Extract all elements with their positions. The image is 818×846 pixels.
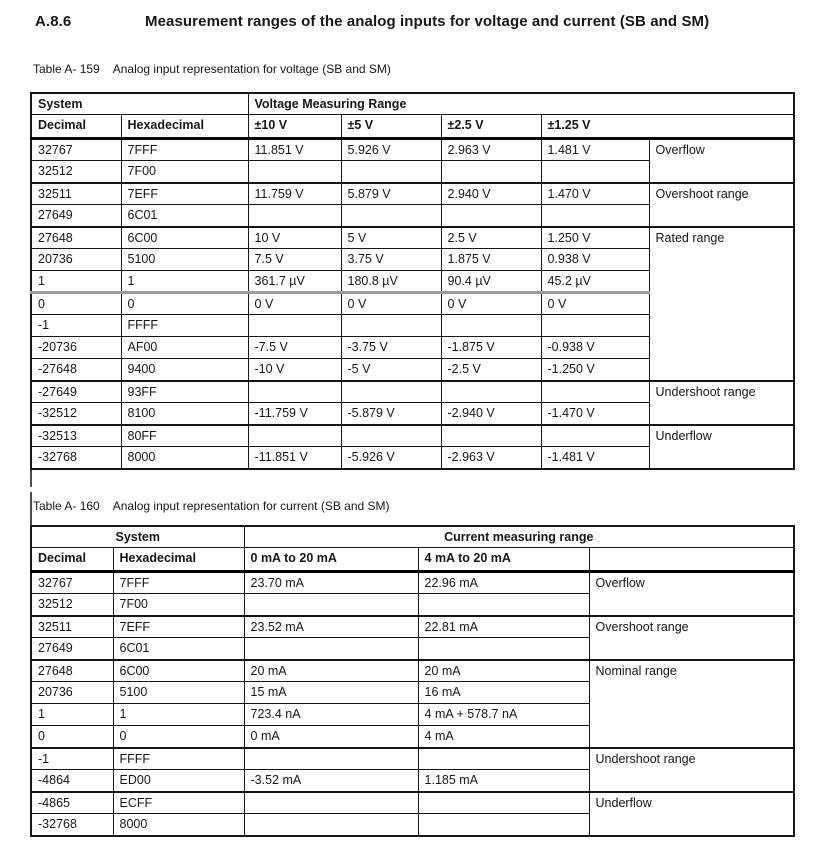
header-empty: [589, 548, 794, 572]
cell-value: 23.70 mA: [244, 572, 418, 594]
cell-value: 1.875 V: [441, 249, 541, 271]
cell-decimal: 0: [31, 293, 121, 315]
cell-hexadecimal: 93FF: [121, 381, 248, 403]
cell-range-label: Undershoot range: [649, 381, 794, 425]
cell-value: [341, 205, 441, 227]
cell-value: 2.940 V: [441, 183, 541, 205]
header-measuring-range: Current measuring range: [244, 526, 794, 548]
cell-decimal: 1: [31, 704, 113, 726]
cell-hexadecimal: 7FFF: [121, 139, 248, 161]
cell-value: 20 mA: [418, 660, 589, 682]
table-row: [31, 572, 794, 594]
cell-hexadecimal: 1: [121, 271, 248, 293]
cell-value: 1.185 mA: [418, 770, 589, 792]
current-table-caption-label: Table A- 160: [33, 499, 100, 513]
cell-value: [244, 638, 418, 660]
table-row: [31, 425, 794, 447]
cell-hexadecimal: ECFF: [113, 792, 244, 814]
cell-decimal: 27649: [31, 638, 113, 660]
cell-hexadecimal: FFFF: [121, 315, 248, 337]
cell-value: [248, 425, 341, 447]
page-border-artifact: [30, 470, 32, 487]
cell-decimal: 0: [31, 726, 113, 748]
cell-value: 16 mA: [418, 682, 589, 704]
cell-value: [418, 638, 589, 660]
cell-value: 11.851 V: [248, 139, 341, 161]
header-system: System: [31, 526, 244, 548]
cell-range-label: Underflow: [649, 425, 794, 469]
cell-hexadecimal: 7EFF: [113, 616, 244, 638]
cell-value: 0 V: [541, 293, 649, 315]
cell-decimal: -4864: [31, 770, 113, 792]
cell-range-label: Overshoot range: [589, 616, 794, 660]
cell-value: -5 V: [341, 359, 441, 381]
cell-value: 1.481 V: [541, 139, 649, 161]
table-row: [31, 183, 794, 205]
cell-hexadecimal: ED00: [113, 770, 244, 792]
cell-hexadecimal: 0: [121, 293, 248, 315]
cell-decimal: 27648: [31, 227, 121, 249]
cell-decimal: 1: [31, 271, 121, 293]
cell-value: 2.5 V: [441, 227, 541, 249]
cell-value: 723.4 nA: [244, 704, 418, 726]
header-hexadecimal: Hexadecimal: [121, 115, 248, 139]
cell-hexadecimal: FFFF: [113, 748, 244, 770]
cell-value: -2.940 V: [441, 403, 541, 425]
cell-value: [541, 315, 649, 337]
cell-value: -11.759 V: [248, 403, 341, 425]
voltage-table-caption-text: Analog input representation for voltage (SB and SM): [112, 62, 391, 76]
cell-value: 90.4 µV: [441, 271, 541, 293]
header-range-0: 0 mA to 20 mA: [244, 548, 418, 572]
cell-hexadecimal: 8100: [121, 403, 248, 425]
cell-value: -2.963 V: [441, 447, 541, 469]
cell-hexadecimal: 1: [113, 704, 244, 726]
cell-value: [244, 814, 418, 836]
cell-decimal: 27649: [31, 205, 121, 227]
cell-hexadecimal: 6C01: [121, 205, 248, 227]
cell-value: 0.938 V: [541, 249, 649, 271]
cell-decimal: 32511: [31, 183, 121, 205]
cell-value: -1.875 V: [441, 337, 541, 359]
section-title: Measurement ranges of the analog inputs for voltage and current (SB and SM): [145, 13, 710, 30]
cell-value: 11.759 V: [248, 183, 341, 205]
cell-decimal: 32767: [31, 139, 121, 161]
cell-value: 3.75 V: [341, 249, 441, 271]
cell-value: [441, 161, 541, 183]
cell-value: [441, 425, 541, 447]
cell-decimal: 27648: [31, 660, 113, 682]
cell-value: -3.52 mA: [244, 770, 418, 792]
cell-hexadecimal: 7F00: [121, 161, 248, 183]
table-header-row: [31, 93, 794, 115]
cell-value: [341, 425, 441, 447]
cell-decimal: 32512: [31, 161, 121, 183]
header-hexadecimal: Hexadecimal: [113, 548, 244, 572]
voltage-table-caption-label: Table A- 159: [33, 62, 100, 76]
cell-value: 2.963 V: [441, 139, 541, 161]
cell-value: 5.926 V: [341, 139, 441, 161]
cell-value: -7.5 V: [248, 337, 341, 359]
cell-value: 22.81 mA: [418, 616, 589, 638]
cell-value: [418, 748, 589, 770]
cell-decimal: -20736: [31, 337, 121, 359]
cell-value: [441, 381, 541, 403]
cell-decimal: 32511: [31, 616, 113, 638]
cell-value: 5.879 V: [341, 183, 441, 205]
cell-value: -0.938 V: [541, 337, 649, 359]
cell-decimal: -1: [31, 748, 113, 770]
cell-value: 23.52 mA: [244, 616, 418, 638]
cell-value: -10 V: [248, 359, 341, 381]
voltage-table-caption: [33, 62, 391, 76]
cell-range-label: Nominal range: [589, 660, 794, 748]
cell-range-label: Undershoot range: [589, 748, 794, 792]
cell-value: [418, 814, 589, 836]
cell-value: 5 V: [341, 227, 441, 249]
table-row: [31, 381, 794, 403]
cell-hexadecimal: 7F00: [113, 594, 244, 616]
cell-hexadecimal: 6C01: [113, 638, 244, 660]
cell-hexadecimal: 8000: [121, 447, 248, 469]
table-row: [31, 792, 794, 814]
table-row: [31, 227, 794, 249]
cell-hexadecimal: 6C00: [121, 227, 248, 249]
cell-hexadecimal: 9400: [121, 359, 248, 381]
cell-range-label: Overflow: [649, 139, 794, 183]
cell-range-label: Overflow: [589, 572, 794, 616]
table-row: [31, 139, 794, 161]
cell-value: 7.5 V: [248, 249, 341, 271]
cell-value: [341, 161, 441, 183]
header-range-3: ±1.25 V: [541, 115, 794, 139]
cell-decimal: -27648: [31, 359, 121, 381]
current-table: [30, 525, 795, 837]
cell-value: [244, 748, 418, 770]
cell-value: [248, 205, 341, 227]
voltage-table: [30, 92, 795, 470]
cell-value: -2.5 V: [441, 359, 541, 381]
cell-value: 0 mA: [244, 726, 418, 748]
cell-value: 15 mA: [244, 682, 418, 704]
cell-decimal: 20736: [31, 249, 121, 271]
cell-decimal: -4865: [31, 792, 113, 814]
cell-value: -11.851 V: [248, 447, 341, 469]
cell-value: [248, 161, 341, 183]
header-decimal: Decimal: [31, 548, 113, 572]
cell-hexadecimal: 80FF: [121, 425, 248, 447]
cell-value: 1.470 V: [541, 183, 649, 205]
header-range-0: ±10 V: [248, 115, 341, 139]
cell-value: 45.2 µV: [541, 271, 649, 293]
cell-value: [244, 594, 418, 616]
cell-value: -5.926 V: [341, 447, 441, 469]
cell-value: -3.75 V: [341, 337, 441, 359]
section-heading: [35, 13, 709, 30]
cell-hexadecimal: AF00: [121, 337, 248, 359]
table-row: [31, 616, 794, 638]
cell-hexadecimal: 5100: [121, 249, 248, 271]
cell-decimal: -1: [31, 315, 121, 337]
cell-value: [341, 315, 441, 337]
cell-decimal: -27649: [31, 381, 121, 403]
header-range-1: ±5 V: [341, 115, 441, 139]
cell-value: 0 V: [441, 293, 541, 315]
cell-hexadecimal: 5100: [113, 682, 244, 704]
cell-hexadecimal: 6C00: [113, 660, 244, 682]
cell-value: [244, 792, 418, 814]
header-range-2: ±2.5 V: [441, 115, 541, 139]
cell-value: [441, 315, 541, 337]
cell-value: [418, 792, 589, 814]
cell-value: 1.250 V: [541, 227, 649, 249]
cell-value: [541, 381, 649, 403]
cell-value: 361.7 µV: [248, 271, 341, 293]
table-header-row: [31, 526, 794, 548]
cell-value: [541, 425, 649, 447]
cell-decimal: -32512: [31, 403, 121, 425]
cell-value: 4 mA + 578.7 nA: [418, 704, 589, 726]
header-range-1: 4 mA to 20 mA: [418, 548, 589, 572]
cell-value: 180.8 µV: [341, 271, 441, 293]
cell-value: [541, 205, 649, 227]
cell-range-label: Underflow: [589, 792, 794, 836]
cell-value: [341, 381, 441, 403]
header-measuring-range: Voltage Measuring Range: [248, 93, 794, 115]
cell-hexadecimal: 8000: [113, 814, 244, 836]
cell-decimal: -32768: [31, 814, 113, 836]
cell-value: 20 mA: [244, 660, 418, 682]
cell-decimal: 32512: [31, 594, 113, 616]
header-decimal: Decimal: [31, 115, 121, 139]
cell-range-label: Overshoot range: [649, 183, 794, 227]
cell-value: -1.481 V: [541, 447, 649, 469]
cell-value: 0 V: [341, 293, 441, 315]
cell-value: -1.470 V: [541, 403, 649, 425]
table-row: [31, 660, 794, 682]
cell-value: [441, 205, 541, 227]
cell-value: [248, 315, 341, 337]
current-table-caption-text: Analog input representation for current (SB and SM): [112, 499, 390, 513]
cell-value: 0 V: [248, 293, 341, 315]
header-system: System: [31, 93, 248, 115]
table-header-row: [31, 548, 794, 572]
cell-value: [418, 594, 589, 616]
cell-hexadecimal: 7EFF: [121, 183, 248, 205]
cell-value: 4 mA: [418, 726, 589, 748]
cell-value: 22.96 mA: [418, 572, 589, 594]
cell-value: [541, 161, 649, 183]
cell-decimal: 20736: [31, 682, 113, 704]
cell-range-label: Rated range: [649, 227, 794, 381]
cell-value: 10 V: [248, 227, 341, 249]
page-border-artifact: [30, 492, 32, 525]
cell-hexadecimal: 0: [113, 726, 244, 748]
table-row: [31, 748, 794, 770]
cell-decimal: -32513: [31, 425, 121, 447]
table-header-row: [31, 115, 794, 139]
cell-hexadecimal: 7FFF: [113, 572, 244, 594]
cell-value: -1.250 V: [541, 359, 649, 381]
cell-value: -5.879 V: [341, 403, 441, 425]
cell-decimal: -32768: [31, 447, 121, 469]
cell-decimal: 32767: [31, 572, 113, 594]
section-number: A.8.6: [35, 13, 72, 30]
current-table-caption: [33, 499, 390, 513]
cell-value: [248, 381, 341, 403]
